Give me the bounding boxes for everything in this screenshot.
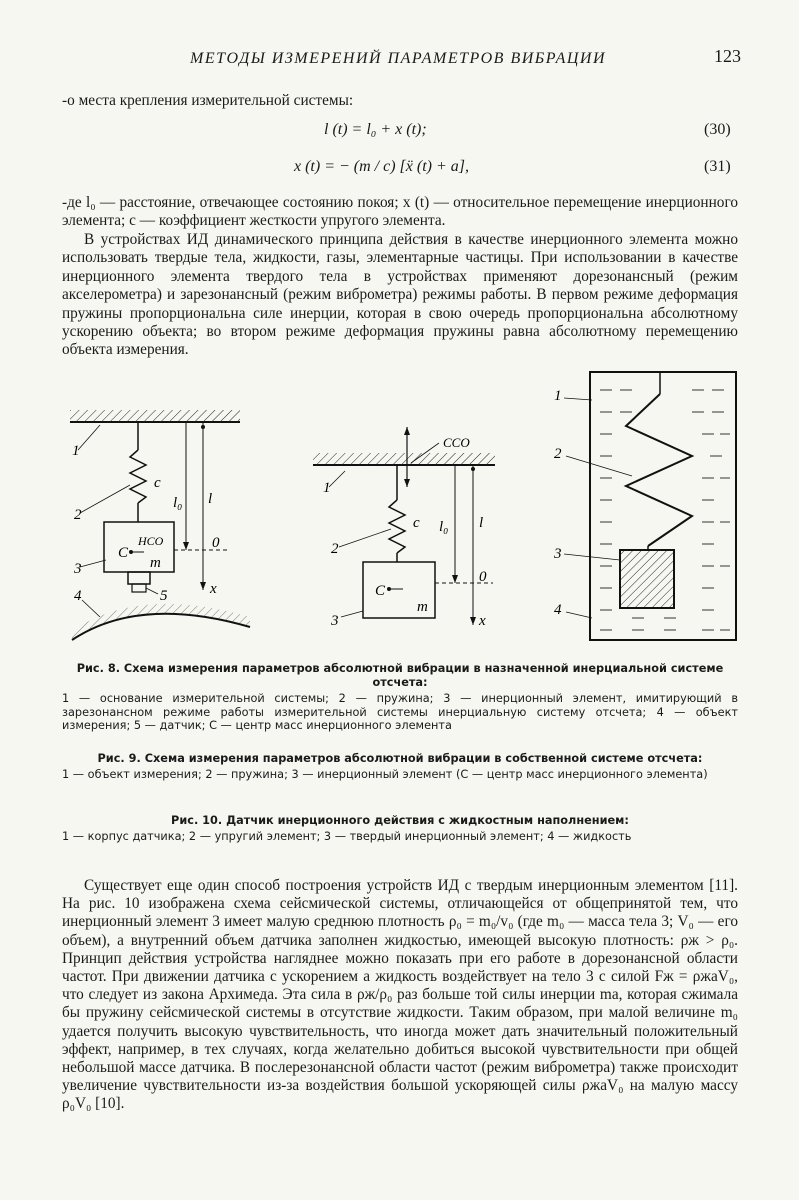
equation-31: x (t) = − (m / c) [ẍ (t) + a], [294,158,470,175]
fig8-label-zero: 0 [212,535,220,551]
fig9-caption-legend: 1 — объект измерения; 2 — пружина; 3 — инерционный элемент (C — центр масс инерционного элемента) [62,768,708,781]
fig9-label-m: m [417,599,428,615]
paragraph-principle: В устройствах ИД динамического принципа действия в качестве инерционного элемента можно использовать твердые тела, жидкости, газы, элементарные частицы. При использовании в качестве инерционного элемента твердого тела в устройствах применяют дорезонансный (режим акселерометра) и зарезонансный (режим виброметра) режимы работы. В первом режиме деформация пружины пропорциональна силе инерции, которая в свою очередь пропорциональна абсолютному ускорению объекта; во втором режиме деформация пружины равна абсолютному перемещению объекта измерения. [62,231,738,359]
running-title: МЕТОДЫ ИЗМЕРЕНИЙ ПАРАМЕТРОВ ВИБРАЦИИ [190,50,607,67]
fig9-label-zero: 0 [479,569,487,585]
paragraph-definitions: -де l₀ — расстояние, отвечающее состоянию покоя; x (t) — относительное перемещение инерционного элемента; c — коэффициент жесткости упругого элемента. [62,194,738,230]
equation-31-number: (31) [704,158,731,175]
fig8-label-4: 4 [74,588,82,604]
fig8-label-1: 1 [72,443,80,459]
fig8-label-c: c [154,475,161,491]
fig8-base [70,410,240,422]
fig8-label-x: x [210,581,217,597]
fig8-label-C: C [118,545,129,561]
fig9-label-c: c [413,515,420,531]
fig8-caption-legend: 1 — основание измерительной системы; 2 — пружина; 3 — инерционный элемент, имитирующий в зарезонансном режиме работы измерительной системы инерциальную систему отсчета; 4 — объект измерения; 5 — датчик; C — центр масс инерционного элемента [62,692,738,732]
fig8-label-3: 3 [74,561,82,577]
equation-30: l (t) = l₀ + x (t); [324,121,427,138]
fig10-label-2: 2 [554,446,562,462]
fig9-object [313,453,495,465]
fig10-label-3: 3 [554,546,562,562]
fig9-label-3: 3 [331,613,339,629]
fig9-caption-title: Рис. 9. Схема измерения параметров абсолютной вибрации в собственной системе отсчета: [97,752,703,765]
fig10-label-4: 4 [554,602,562,618]
page-number: 123 [714,46,741,66]
fig9-label-sso: ССО [443,435,470,450]
fig10-caption-legend: 1 — корпус датчика; 2 — упругий элемент; 3 — твердый инерционный элемент; 4 — жидкость [62,830,632,843]
fig8-label-m: m [150,555,161,571]
fig8-label-2: 2 [74,507,82,523]
fig8-sensor [128,572,150,584]
fig8-label-5: 5 [160,588,168,604]
fig10-caption-title: Рис. 10. Датчик инерционного действия с жидкостным наполнением: [171,814,629,827]
fig8-caption-title: Рис. 8. Схема измерения параметров абсолютной вибрации в назначенной инерциальной системе отсчета: [76,662,724,689]
fig9-label-l: l [479,515,484,531]
fig9-label-l0: l₀ [439,519,449,535]
fig8-label-nso: НСО [138,534,164,548]
figure-9 [305,425,505,635]
fig9-label-x: x [479,613,486,629]
intro-line: -о места крепления измерительной системы: [62,92,354,109]
fig8-label-l0: l₀ [173,495,183,511]
figure-10 [552,368,742,648]
paragraph-liquid-sensor: Существует еще один способ построения устройств ИД с твердым инерционным элементом [11]. На рис. 10 изображена схема сейсмической системы, отличающейся от общепринятой тем, что инерционный элемент 3 имеет малую среднюю плотность ρ₀ = m₀/v₀ (где m₀ — масса тела 3; V₀ — его объем), а внутренний объем датчика заполнен жидкостью, имеющей высокую плотность: ρж > ρ₀. Принцип действия устройства нагляднее можно показать при его работе в дорезонансной области частот. При движении датчика с ускорением a жидкость воздействует на тело 3 с силой Fж = ρжaV₀, что следует из закона Архимеда. Эта сила в ρж/ρ₀ раз больше той силы инерции ma, которая сжимала бы пружину сейсмической системы в отсутствие жидкости. Таким образом, при малой величине m₀ удается получить высокую чувствительность, что иногда может дать значительный положительный эффект, например, в тех случаях, когда желательно добиться высокой чувствительности при общей небольшой массе датчика. В послерезонансной области частот (режим виброметра) также происходит увеличение чувствительности из-за воздействия большой ускоряющей силы ρжaV₀ на малую массу ρ₀V₀ [10]. [62,877,738,1113]
figure-8 [60,395,260,650]
fig9-label-2: 2 [331,541,339,557]
fig9-label-1: 1 [323,480,331,496]
fig8-spring [130,450,146,503]
fig9-label-C: C [375,583,386,599]
fig8-label-l: l [208,491,213,507]
fig10-inertial-body [620,550,674,608]
equation-30-number: (30) [704,121,731,138]
fig9-spring [389,500,405,553]
fig10-label-1: 1 [554,388,562,404]
fig10-spring [626,394,692,546]
